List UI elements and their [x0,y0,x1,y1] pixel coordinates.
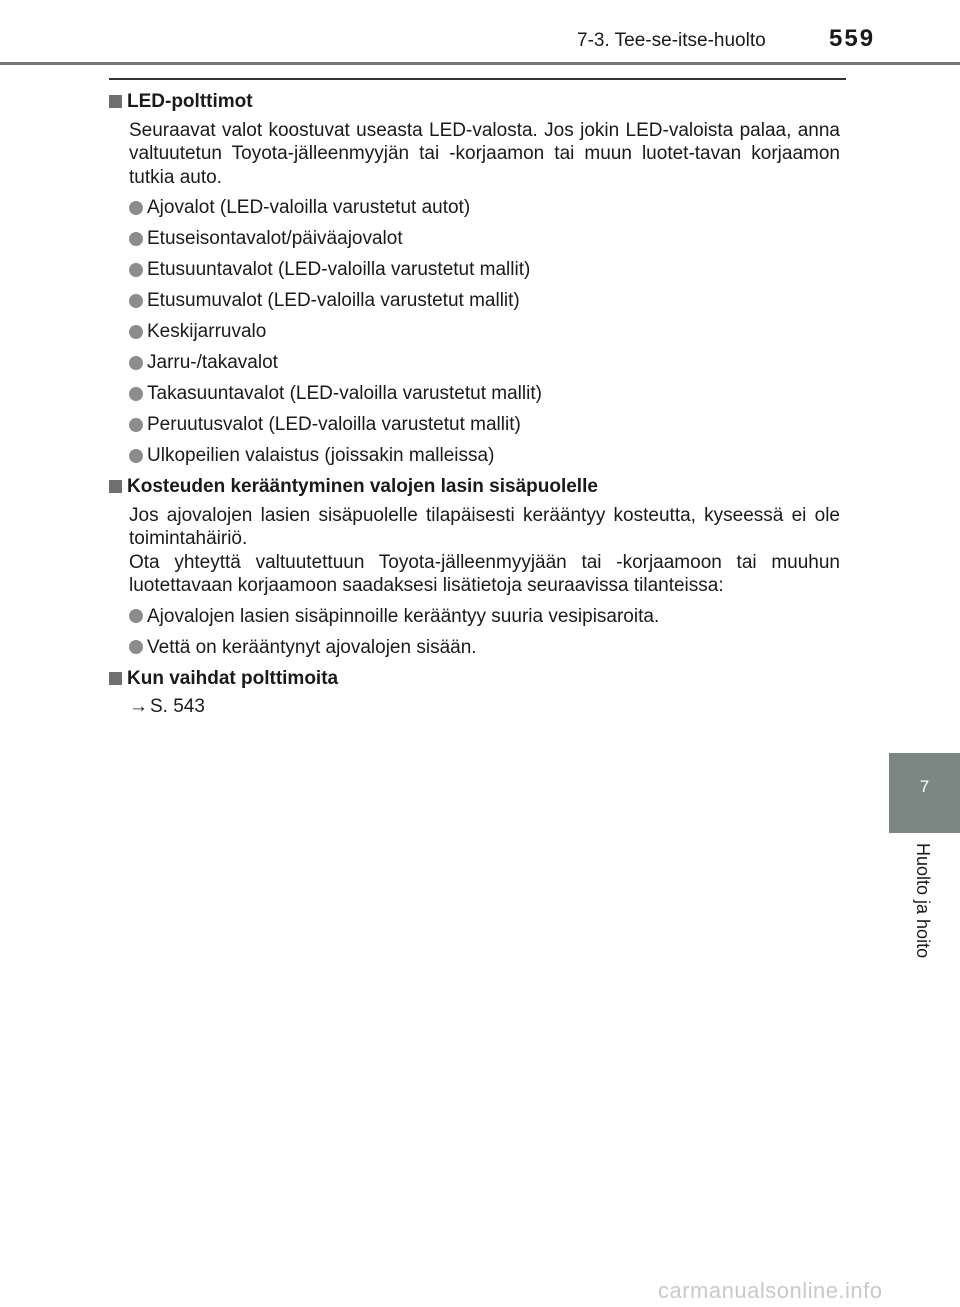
round-bullet-icon [129,609,143,623]
header-rule [0,62,960,65]
list-item [129,258,840,282]
chapter-tab [889,753,960,833]
list-item-text: Etuseisontavalot/päiväajovalot [147,228,403,249]
round-bullet-icon [129,201,143,215]
square-bullet-icon [109,672,122,685]
list-item-text: Ajovalot (LED-valoilla varustetut autot) [147,197,471,218]
chapter-number: 7 [919,777,930,796]
list-item [129,413,840,437]
round-bullet-icon [129,418,143,432]
round-bullet-icon [129,356,143,370]
section-heading-text: LED-polttimot [127,91,253,112]
chapter-title: Huolto ja hoito [913,843,933,959]
page-reference-text: S. 543 [150,696,205,717]
section-heading [109,90,840,114]
list-item-text: Peruutusvalot (LED-valoilla varustetut mallit) [147,414,521,435]
list-item [129,227,840,251]
list-item-text: Vettä on kerääntynyt ajovalojen sisään. [147,636,477,658]
paragraph: Seuraavat valot koostuvat useasta LED-valosta. Jos jokin LED-valoista palaa, anna valtuutetun Toyota-jälleenmyyjän tai -korjaamon tai muun luotet-tavan korjaamon tutkia auto. [129,119,840,188]
list-item [129,636,840,660]
list-item-text: Ulkopeilien valaistus (joissakin malleissa) [147,445,495,466]
paragraph: Jos ajovalojen lasien sisäpuolelle tilapäisesti kerääntyy kosteutta, kyseessä ei ole toimintahäiriö. [129,504,840,549]
page-content [109,90,840,719]
paragraph: Ota yhteyttä valtuutettuun Toyota-jälleenmyyjään tai -korjaamoon tai muuhun luotettavaan korjaamoon saadaksesi lisätietoja seuraavissa tilanteissa: [129,551,840,596]
arrow-right-icon: → [129,696,148,717]
section-title: 7-3. Tee-se-itse-huolto [577,30,766,51]
list-item [129,196,840,220]
round-bullet-icon [129,640,143,654]
list-item-text: Ajovalojen lasien sisäpinnoille kerääntyy suuria vesipisaroita. [147,605,660,627]
watermark: carmanualsonline.info [658,1278,883,1303]
section-heading-text: Kun vaihdat polttimoita [127,667,339,689]
section-heading-text: Kosteuden kerääntyminen valojen lasin sisäpuolelle [127,476,598,497]
round-bullet-icon [129,325,143,339]
list-item [129,289,840,313]
list-item [129,444,840,468]
content-rule [109,78,846,80]
list-item-text: Keskijarruvalo [147,321,267,342]
list-item [129,605,840,629]
round-bullet-icon [129,449,143,463]
section-heading [109,667,840,691]
square-bullet-icon [109,95,122,108]
square-bullet-icon [109,480,122,493]
round-bullet-icon [129,387,143,401]
list-item-text: Etusumuvalot (LED-valoilla varustetut mallit) [147,290,520,311]
list-item [129,320,840,344]
page-number: 559 [829,25,876,52]
round-bullet-icon [129,294,143,308]
list-item [129,382,840,406]
page-header [0,0,960,66]
list-item-text: Takasuuntavalot (LED-valoilla varustetut mallit) [147,383,542,404]
page-reference[interactable] [129,695,840,719]
round-bullet-icon [129,263,143,277]
list-item-text: Jarru-/takavalot [147,352,278,373]
section-heading [109,475,840,499]
list-item-text: Etusuuntavalot (LED-valoilla varustetut mallit) [147,259,531,280]
round-bullet-icon [129,232,143,246]
list-item [129,351,840,375]
